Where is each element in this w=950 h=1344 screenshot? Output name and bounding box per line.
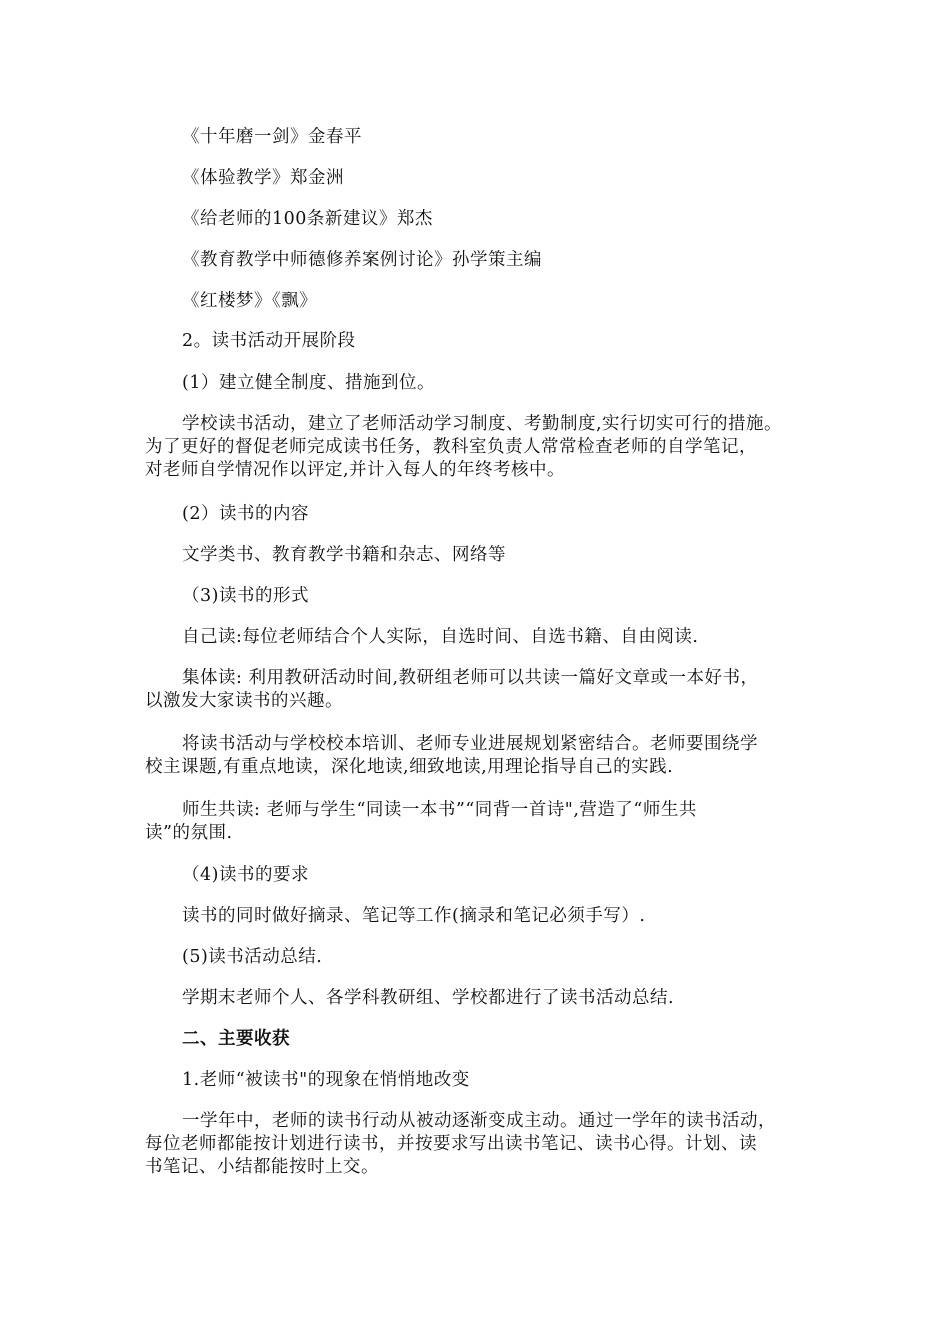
item-2-title: (2）读书的内容 <box>182 504 309 524</box>
item-3-shared-line-2: 读”的氛围. <box>145 823 233 843</box>
item-3-combine-line-1: 将读书活动与学校校本培训、老师专业进展规划紧密结合。老师要围绕学 <box>182 734 758 754</box>
item-2-body: 文学类书、教育教学书籍和杂志、网络等 <box>182 545 506 565</box>
gain-1-title: 1.老师“被读书"的现象在悄悄地改变 <box>182 1070 470 1090</box>
item-3-combine <box>145 733 835 779</box>
item-4-title: （4)读书的要求 <box>182 865 309 885</box>
gain-1-body-line-3: 书笔记、小结都能按时上交。 <box>145 1157 379 1177</box>
item-1-body-line-3: 对老师自学情况作以评定,并计入每人的年终考核中。 <box>145 460 566 480</box>
gain-1-body-line-1: 一学年中，老师的读书行动从被动逐渐变成主动。通过一学年的读书活动， <box>182 1111 776 1131</box>
item-3-self-reading: 自己读:每位老师结合个人实际，自选时间、自选书籍、自由阅读. <box>182 627 699 647</box>
section-2-title: 2。读书活动开展阶段 <box>182 331 356 351</box>
item-3-title: （3)读书的形式 <box>182 586 309 606</box>
item-4-body: 读书的同时做好摘录、笔记等工作(摘录和笔记必须手写）. <box>182 906 646 926</box>
item-5-title: (5)读书活动总结. <box>182 947 323 967</box>
item-1-body-line-1: 学校读书活动，建立了老师活动学习制度、考勤制度,实行切实可行的措施。 <box>182 414 783 434</box>
item-3-shared-line-1: 师生共读: 老师与学生“同读一本书”“同背一首诗",营造了“师生共 <box>182 800 697 820</box>
item-3-group-reading <box>145 667 835 713</box>
gain-1-body <box>145 1110 835 1179</box>
gain-1-body-line-2: 每位老师都能按计划进行读书，并按要求写出读书笔记、读书心得。计划、读 <box>145 1134 757 1154</box>
book-item-1: 《十年磨一剑》金春平 <box>182 127 362 147</box>
book-item-3: 《给老师的100条新建议》郑杰 <box>182 209 433 229</box>
item-1-body-line-2: 为了更好的督促老师完成读书任务，教科室负责人常常检查老师的自学笔记， <box>145 437 757 457</box>
item-3-combine-line-2: 校主课题,有重点地读，深化地读,细致地读,用理论指导自己的实践. <box>145 757 674 777</box>
item-5-body: 学期末老师个人、各学科教研组、学校都进行了读书活动总结. <box>182 988 675 1008</box>
item-3-shared-reading <box>145 799 835 845</box>
item-3-group-line-1: 集体读: 利用教研活动时间,教研组老师可以共读一篇好文章或一本好书， <box>182 668 759 688</box>
section-two-heading: 二、主要收获 <box>182 1029 290 1049</box>
book-item-5: 《红楼梦》《飘》 <box>182 291 318 311</box>
book-item-2: 《体验教学》郑金洲 <box>182 168 344 188</box>
item-1-body <box>145 413 835 482</box>
item-3-group-line-2: 以激发大家读书的兴趣。 <box>145 691 343 711</box>
item-1-title: (1）建立健全制度、措施到位。 <box>182 373 435 393</box>
book-item-4: 《教育教学中师德修养案例讨论》孙学策主编 <box>182 250 542 270</box>
